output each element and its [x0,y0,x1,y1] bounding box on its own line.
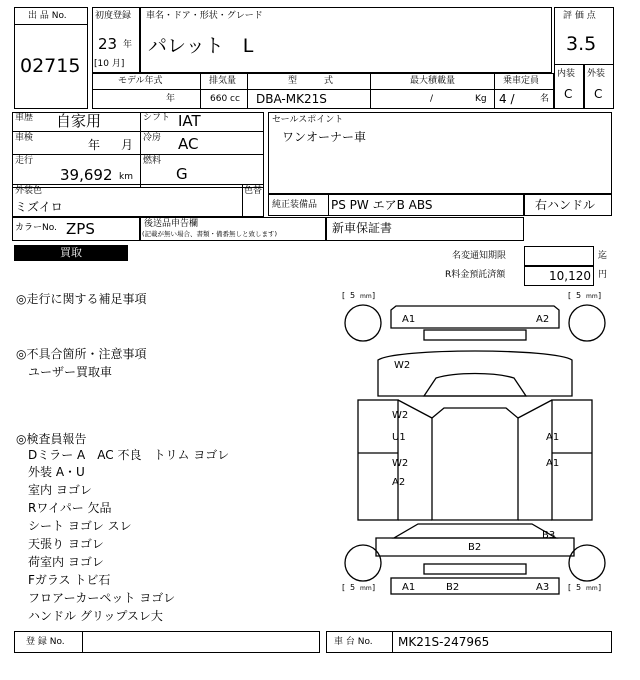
shift: IAT [178,112,201,130]
max-load-label: 最大積載量 [410,76,456,86]
displacement: 660 cc [210,94,240,104]
mark-right-front-door: A1 [546,432,560,443]
roof [432,408,518,520]
score: 3.5 [566,33,597,55]
month: [10 月] [94,59,125,69]
front-bumper [391,306,559,328]
info-mid-col [140,112,141,188]
mark-left-front-door: U1 [392,432,406,443]
info-row-2 [12,131,264,155]
inspector-line: 天張り ヨゴレ [28,537,104,551]
inspection-month: 月 [121,138,134,152]
inspection-year: 年 [88,138,101,152]
warranty: 新車保証書 [332,221,393,235]
name-change-unit: 迄 [598,251,608,261]
tire-depth-rr: 5 [576,583,582,592]
inspector-line: Rワイパー 欠品 [28,501,112,515]
tire-depth-rl: 5 [350,583,356,592]
steering: 右ハンドル [535,198,596,212]
tire-unit-fl: mm [360,293,372,300]
tire-unit-rr: mm [586,585,598,592]
recycle-label: R料金預託済額 [445,270,506,280]
wheel-front-left [345,305,381,341]
inspector-line: Dミラー A AC 不良 トリム ヨゴレ [28,448,230,462]
svg-text:]: ] [372,583,376,592]
inspector-line: 荷室内 ヨゴレ [28,555,104,569]
ac-label: 冷房 [143,133,162,143]
recycle-value: 10,120 [549,269,591,283]
year-unit: 年 [123,40,133,50]
defect-notes-title: ◎不具合箇所・注意事項 [16,347,147,361]
windshield [424,374,526,397]
interior-label: 内装 [557,69,576,79]
reg-split [82,631,83,653]
color-no-label: カラーNo. [15,223,57,233]
inspector-title: ◎検査員報告 [16,432,87,446]
aftermarket-note: (記載が無い場合、書類・備番無しと致します) [142,230,278,238]
rear-plate [424,564,526,574]
inspector-line: ハンドル グリップスレ大 [28,609,163,623]
mileage-unit: km [119,172,133,182]
svg-text:]: ] [372,291,376,300]
mark-right-rear-door: A1 [546,458,560,469]
front-grille [424,330,526,340]
mark-front-bumper-left: A1 [402,314,416,325]
max-load: / [430,94,434,104]
mileage-label: 走行 [15,156,34,166]
reg-label: 登 録 No. [26,637,65,647]
mark-left-rear-door-w: W2 [392,458,409,469]
purchase-bar: 買取 [14,245,128,261]
tire-depth-fr: 5 [576,291,582,300]
equipment-split [328,194,329,216]
history: 自家用 [56,112,102,130]
inspector-line: 外装 A・U [28,465,85,479]
lot-number: 02715 [20,55,81,77]
tire-unit-fr: mm [586,293,598,300]
mark-rear-bumper-left: A1 [402,582,416,593]
mark-left-rear-door-a: A2 [392,477,406,488]
exterior-label: 外装 [587,69,606,79]
defect-line: ユーザー買取車 [28,365,113,379]
fuel: G [176,165,188,183]
inspection-label: 車検 [15,133,34,143]
capacity-unit: 名 [540,94,550,104]
mark-rear-panel: B2 [468,542,482,553]
sales-point: ワンオーナー車 [282,130,367,144]
chassis-no: MK21S-247965 [398,635,490,649]
inspector-line: 室内 ヨゴレ [28,483,92,497]
mark-roof-front: W2 [392,410,409,421]
shift-label: シフト [143,113,171,123]
mark-front-bumper-right: A2 [536,314,550,325]
interior-grade: C [564,87,573,101]
mark-rear-bumper-right: A3 [536,582,550,593]
model-year-unit: 年 [166,94,176,104]
svg-text:[: [ [342,291,346,300]
lot-label: 出 品 No. [28,11,67,21]
max-load-unit: Kg [475,94,487,104]
capacity: 4 / [499,92,515,106]
svg-text:]: ] [598,291,602,300]
displacement-label: 排気量 [209,76,237,86]
chassis-split [392,631,393,653]
history-label: 車歴 [15,113,34,123]
sales-label: セールスポイント [272,115,344,125]
mark-hood: W2 [394,360,411,371]
car-name: パレット L [148,35,254,57]
ac: AC [178,135,199,153]
score-label: 評 価 点 [563,11,596,21]
aftermarket-label: 後送品申告欄 [144,219,199,229]
first-reg-label: 初度登録 [95,11,132,21]
equipment: PS PW エアB ABS [331,198,433,212]
model-year-label: モデル年式 [118,76,163,86]
mark-rear-bumper-mid: B2 [446,582,460,593]
color-label: 外装色 [15,186,43,196]
name-change-box [524,246,594,266]
mark-right-rear-fender: B3 [542,530,556,541]
color: ミズイロ [15,200,63,214]
car-name-label: 車名・ドア・形状・グレード [146,11,263,21]
year: 23 [98,35,118,53]
name-change-label: 名変通知期限 [452,251,507,261]
repaint-label: 色替 [244,186,263,196]
chassis-label: 車 台 No. [334,637,373,647]
inspector-line: シート ヨゴレ スレ [28,519,132,533]
capacity-label: 乗車定員 [503,76,540,86]
tire-unit-rl: mm [360,585,372,592]
rear-hatch [394,524,556,538]
color-no: ZPS [66,220,95,238]
model: DBA-MK21S [256,92,327,106]
model-label: 型 式 [288,76,334,86]
inspector-line: Fガラス トビ石 [28,573,111,587]
rear-bumper [391,578,559,594]
recycle-unit: 円 [598,270,608,280]
inspector-line: フロアーカーペット ヨゴレ [28,591,176,605]
fuel-label: 燃料 [143,156,162,166]
svg-text:[: [ [568,583,572,592]
driving-notes-title: ◎走行に関する補足事項 [16,292,147,306]
mileage: 39,692 [60,166,113,184]
svg-text:]: ] [598,583,602,592]
wheel-front-right [569,305,605,341]
exterior-grade: C [594,87,603,101]
equipment-label: 純正装備品 [272,200,318,210]
tire-depth-fl: 5 [350,291,356,300]
svg-text:[: [ [342,583,346,592]
car-damage-diagram [336,288,614,606]
svg-text:[: [ [568,291,572,300]
